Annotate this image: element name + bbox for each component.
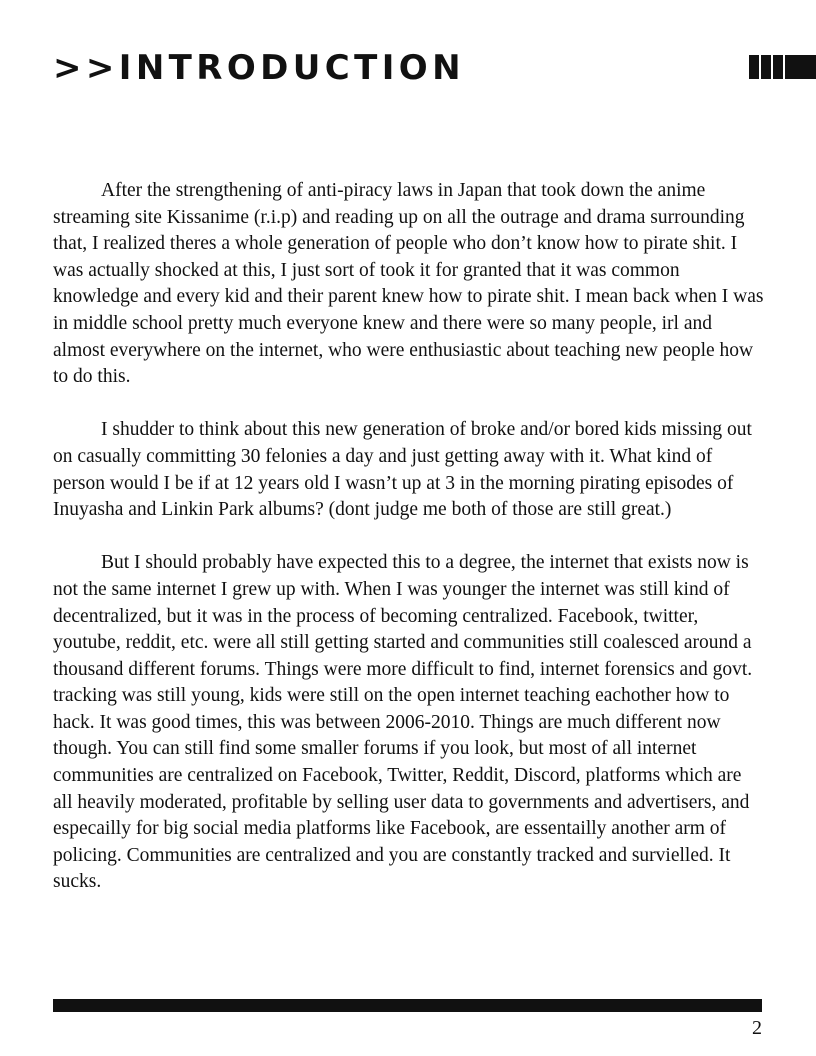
paragraph-3: But I should probably have expected this to a degree, the internet that exists now is not the same internet I grew up with. When I was younger the internet was still kind of decentralized, but it was in the process of becoming centralized. Facebook, twitter, youtube, reddit, etc. were all still getting started and communities still coalesced around a thousand different forums. Things were more difficult to find, internet forensics and govt. tracking was still young, kids were still on the open internet teaching eachother how to hack. It was good times, this was between 2006-2010. Things are much different now though. You can still find some smaller forums if you look, but most of all internet communities are centralized on Facebook, Twitter, Reddit, Discord, platforms which are all heavily moderated, profitable by selling user data to governments and advertisers, and especailly for big social media platforms like Facebook, are essentailly another arm of policing. Communities are centralized and you are constantly tracked and survielled. It sucks. xyxy=(53,552,753,893)
body-text xyxy=(53,178,765,923)
corner-bar xyxy=(785,55,816,79)
corner-bars-decoration xyxy=(749,55,816,79)
page-title: >>INTRODUCTION xyxy=(53,48,465,88)
corner-bar xyxy=(773,55,783,79)
corner-bar xyxy=(761,55,771,79)
paragraph-1: After the strengthening of anti-piracy laws in Japan that took down the anime streaming site Kissanime (r.i.p) and reading up on all the outrage and drama surrounding that, I realized theres a whole generation of people who don’t know how to pirate shit. I was actually shocked at this, I just sort of took it for granted that it was common knowledge and every kid and their parent knew how to pirate shit. I mean back when I was in middle school pretty much everyone knew and there were so many people, irl and almost everywhere on the internet, who were enthusiastic about teaching new people how to do this. xyxy=(53,180,764,388)
page-number: 2 xyxy=(752,1017,762,1039)
paragraph-2: I shudder to think about this new generation of broke and/or bored kids missing out on casually committing 30 felonies a day and just getting away with it. What kind of person would I be if at 12 years old I wasn’t up at 3 in the morning pirating episodes of Inuyasha and Linkin Park albums? (dont judge me both of those are still great.) xyxy=(53,419,752,521)
footer-rule xyxy=(53,999,762,1012)
corner-bar xyxy=(749,55,759,79)
